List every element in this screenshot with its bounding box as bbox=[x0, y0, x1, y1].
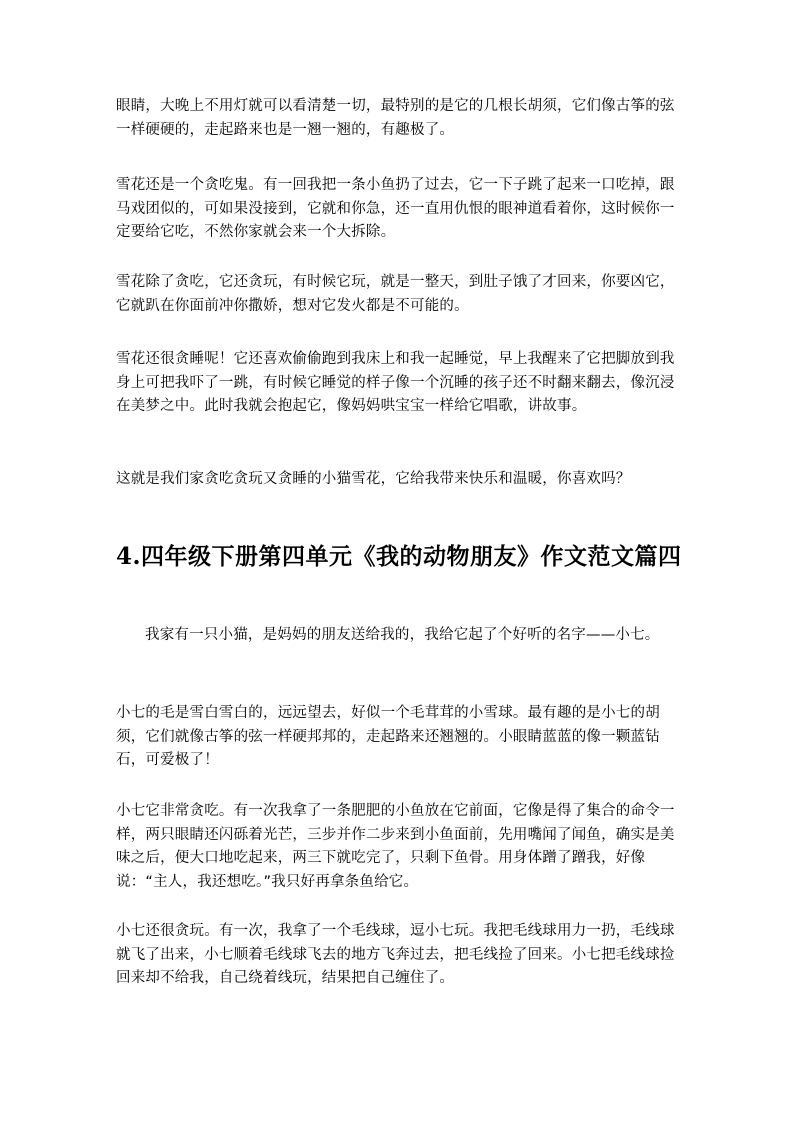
paragraph-xiaoqi-intro: 我家有一只小猫，是妈妈的朋友送给我的，我给它起了个好听的名字——小七。 bbox=[145, 627, 660, 643]
paragraph-cat-greedy: 雪花还是一个贪吃鬼。有一回我把一条小鱼扔了过去，它一下子跳了起来一口吃掉，跟马戏团似的，可如果没接到，它就和你急，还一直用仇恨的眼神道看着你，这时候你一定要给它吃，不然你家就会来一个大拆除。 bbox=[116, 177, 675, 240]
paragraph-cat-playful: 雪花除了贪吃，它还贪玩，有时候它玩，就是一整天，到肚子饿了才回来，你要凶它，它就趴在你面前冲你撒娇，想对它发火都是不可能的。 bbox=[116, 274, 675, 314]
paragraph-xiaoqi-playful: 小七还很贪玩。有一次，我拿了一个毛线球，逗小七玩。我把毛线球用力一扔，毛线球就飞了出来，小七顺着毛线球飞去的地方飞奔过去，把毛线捡了回来。小七把毛线球捡回来却不给我，自己绕着线玩，结果把自己缠住了。 bbox=[116, 923, 675, 986]
paragraph-xiaoqi-greedy: 小七它非常贪吃。有一次我拿了一条肥肥的小鱼放在它前面，它像是得了集合的命令一样，两只眼睛还闪砾着光芒，三步并作二步来到小鱼面前，先用嘴闻了闻鱼，确实是美味之后，便大口地吃起来，两三下就吃完了，只剩下鱼骨。用身体蹭了蹭我，好像说：“主人，我还想吃。”我只好再拿条鱼给它。 bbox=[116, 803, 675, 890]
paragraph-xiaoqi-appearance: 小七的毛是雪白雪白的，远远望去，好似一个毛茸茸的小雪球。最有趣的是小七的胡须，它们就像古筝的弦一样硬邦邦的，走起路来还翘翘的。小眼睛蓝蓝的像一颗蓝钻石，可爱极了！ bbox=[116, 705, 660, 768]
section-heading: 4.四年级下册第四单元《我的动物朋友》作文范文篇四 bbox=[116, 543, 682, 570]
paragraph-cat-conclusion: 这就是我们家贪吃贪玩又贪睡的小猫雪花，它给我带来快乐和温暖，你喜欢吗？ bbox=[116, 471, 631, 487]
paragraph-cat-sleepy: 雪花还很贪睡呢！它还喜欢偷偷跑到我床上和我一起睡觉，早上我醒来了它把脚放到我身上可把我吓了一跳，有时候它睡觉的样子像一个沉睡的孩子还不时翻来翻去，像沉浸在美梦之中。此时我就会抱起它，像妈妈哄宝宝一样给它唱歌，讲故事。 bbox=[116, 351, 675, 414]
paragraph-cat-eyes-whiskers: 眼睛，大晚上不用灯就可以看清楚一切，最特别的是它的几根长胡须，它们像古筝的弦一样硬硬的，走起路来也是一翘一翘的，有趣极了。 bbox=[116, 98, 675, 138]
